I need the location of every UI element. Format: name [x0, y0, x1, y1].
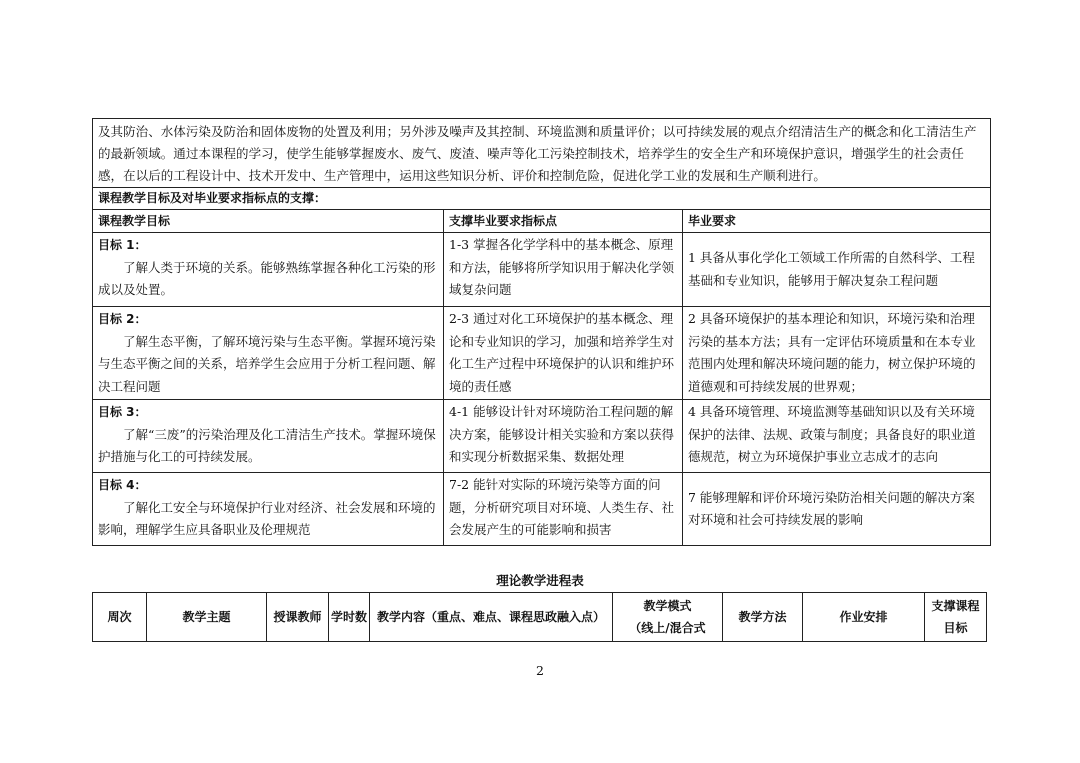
- goal-label: 目标 4：: [98, 478, 147, 492]
- table-row: [93, 400, 991, 473]
- requirement-cell: 1 具备从事化学化工领域工作所需的自然科学、工程基础和专业知识，能够用于解决复杂工程问题: [683, 233, 991, 307]
- header-requirement: 毕业要求: [683, 210, 991, 233]
- goal-cell: [93, 233, 444, 307]
- table-row: [93, 233, 991, 307]
- header-hours: 学时数: [329, 593, 370, 642]
- goal-label: 目标 2：: [98, 312, 147, 326]
- header-goal: 课程教学目标: [93, 210, 444, 233]
- goal-label: 目标 3：: [98, 405, 147, 419]
- goal-cell: [93, 473, 444, 546]
- header-content: 教学内容（重点、难点、课程思政融入点）: [370, 593, 613, 642]
- goal-label: 目标 1：: [98, 238, 147, 252]
- requirement-cell: 4 具备环境管理、环境监测等基础知识以及有关环境保护的法律、法规、政策与制度；具备良好的职业道德规范，树立为环境保护事业立志成才的志向: [683, 400, 991, 473]
- header-mode: [613, 593, 723, 642]
- requirement-cell: 2 具备环境保护的基本理论和知识，环境污染和治理污染的基本方法；具有一定评估环境质量和在本专业范围内处理和解决环境问题的能力，树立保护环境的道德观和可持续发展的世界观；: [683, 307, 991, 400]
- header-mode-line1: 教学模式: [643, 599, 692, 613]
- table-row: [93, 473, 991, 546]
- header-indicator: 支撑毕业要求指标点: [444, 210, 683, 233]
- header-teacher: 授课教师: [267, 593, 329, 642]
- header-homework: 作业安排: [803, 593, 925, 642]
- indicator-cell: 7-2 能针对实际的环境污染等方面的问题，分析研究项目对环境、人类生存、社会发展产生的可能影响和损害: [444, 473, 683, 546]
- goal-text: 了解“三废”的污染治理及化工清洁生产技术。掌握环境保护措施与化工的可持续发展。: [98, 426, 436, 464]
- section-title: 课程教学目标及对毕业要求指标点的支撑：: [93, 188, 991, 210]
- goal-cell: [93, 307, 444, 400]
- header-support: 支撑课程目标: [925, 593, 987, 642]
- course-intro-text: 及其防治、水体污染及防治和固体废物的处置及利用；另外涉及噪声及其控制、环境监测和质量评价；以可持续发展的观点介绍清洁生产的概念和化工清洁生产的最新领域。通过本课程的学习，使学生能够掌握废水、废气、废渣、噪声等化工污染控制技术，培养学生的安全生产和环境保护意识，增强学生的社会责任感，在以后的工程设计中、技术开发中、生产管理中，运用这些知识分析、评价和控制危险，促进化学工业的发展和生产顺利进行。: [93, 119, 991, 188]
- header-mode-line2: （线上/混合式: [629, 621, 706, 635]
- indicator-cell: 2-3 通过对化工环境保护的基本概念、理论和专业知识的学习，加强和培养学生对化工生产过程中环境保护的认识和维护环境的责任感: [444, 307, 683, 400]
- header-week: 周次: [93, 593, 147, 642]
- goal-cell: [93, 400, 444, 473]
- goal-text: 了解生态平衡，了解环境污染与生态平衡。掌握环境污染与生态平衡之间的关系，培养学生会应用于分析工程问题、解决工程问题: [98, 333, 436, 394]
- table-row: [93, 307, 991, 400]
- schedule-title: 理论教学进程表: [496, 573, 584, 588]
- goal-text: 了解人类于环境的关系。能够熟练掌握各种化工污染的形成以及处置。: [98, 259, 436, 297]
- schedule-table: [92, 592, 987, 642]
- goal-text: 了解化工安全与环境保护行业对经济、社会发展和环境的影响，理解学生应具备职业及伦理规范: [98, 499, 436, 537]
- indicator-cell: 1-3 掌握各化学学科中的基本概念、原理和方法，能够将所学知识用于解决化学领域复杂问题: [444, 233, 683, 307]
- requirement-cell: 7 能够理解和评价环境污染防治相关问题的解决方案对环境和社会可持续发展的影响: [683, 473, 991, 546]
- header-method: 教学方法: [723, 593, 803, 642]
- indicator-cell: 4-1 能够设计针对环境防治工程问题的解决方案，能够设计相关实验和方案以获得和实现分析数据采集、数据处理: [444, 400, 683, 473]
- course-objectives-table: [92, 118, 991, 546]
- page-number: 2: [536, 663, 544, 678]
- header-topic: 教学主题: [147, 593, 267, 642]
